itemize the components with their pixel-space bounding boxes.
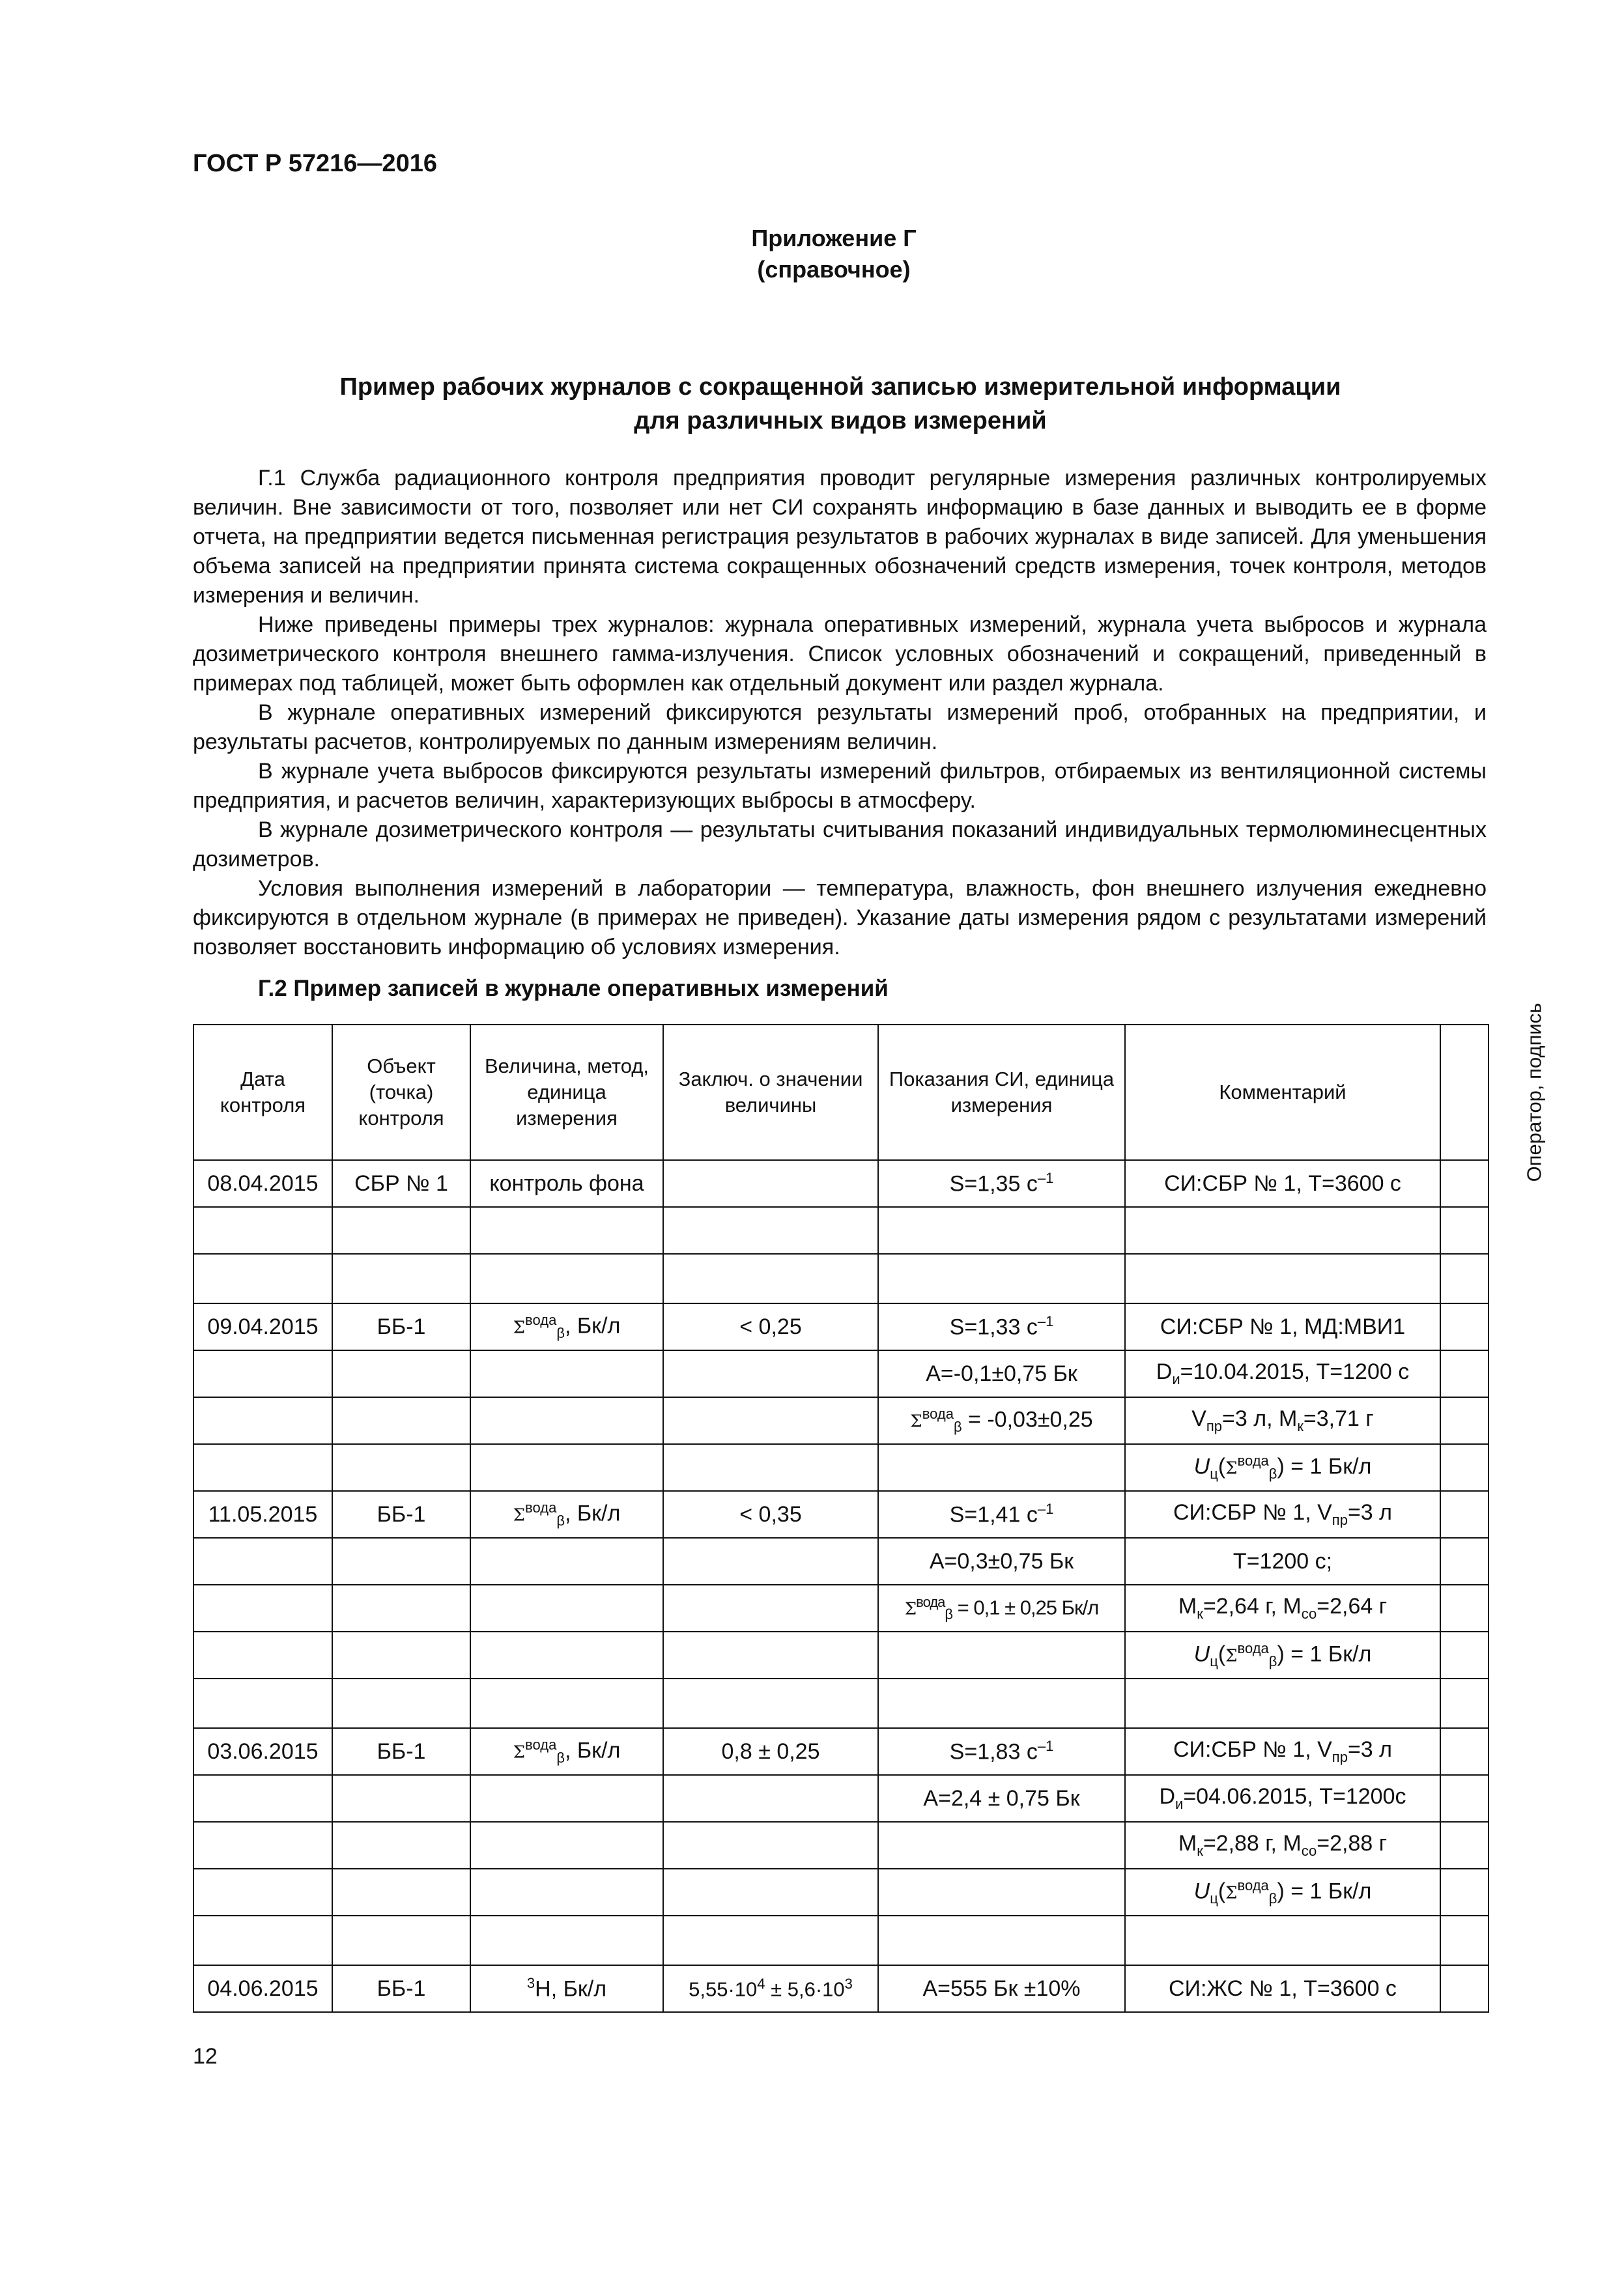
cell-comment: СИ:ЖС № 1, T=3600 с: [1125, 1965, 1440, 2012]
table-row: [193, 1303, 1489, 1350]
cell-readings: S=1,35 $с^{-1}$: [878, 1160, 1125, 1207]
table-header-row: [193, 1025, 1489, 1160]
col-header-operator: [1440, 1002, 1546, 1182]
cell-comment: $U_ц(\Sigma^{вода}_\beta) = 1$ Бк/л: [1125, 1869, 1440, 1916]
cell-readings: $\Sigma^{вода}_\beta = -0,03\pm 0,25$: [878, 1397, 1125, 1444]
cell-comment: СИ:СБР № 1, $V_{пр}=3$ л: [1125, 1491, 1440, 1538]
cell-comment: T=1200 с;: [1125, 1538, 1440, 1585]
col-header-readings: Показания СИ, единица измерения: [878, 1025, 1125, 1160]
cell-conclusion: $5,55\cdot 10^4 \pm 5,6\cdot 10^3$: [663, 1965, 878, 2012]
table-row: [193, 1491, 1489, 1538]
subsection-heading: Г.2 Пример записей в журнале оперативных измерений: [258, 976, 889, 1001]
cell-date: 11.05.2015: [193, 1491, 332, 1538]
table-row: [193, 1538, 1489, 1585]
table-row: [193, 1632, 1489, 1679]
table-row: [193, 1822, 1489, 1869]
cell-readings: A=-0,1±0,75 Бк: [878, 1350, 1125, 1397]
table-row: [193, 1160, 1489, 1207]
cell-readings: $\Sigma^{вода}_\beta = 0,1 \pm 0,25$ Бк/л: [878, 1585, 1125, 1632]
cell-readings: S=1,33 $с^{-1}$: [878, 1303, 1125, 1350]
cell-comment: $U_ц(\Sigma^{вода}_\beta) = 1$ Бк/л: [1125, 1632, 1440, 1679]
table-row: [193, 1254, 1489, 1303]
annex-title: Приложение Г: [751, 225, 917, 251]
col-header-object: Объект (точка) контроля: [332, 1025, 470, 1160]
col-header-comment: Комментарий: [1125, 1025, 1440, 1160]
cell-comment: $D_и=10.04.2015$, T=1200 с: [1125, 1350, 1440, 1397]
cell-operator: [1440, 1965, 1489, 2012]
cell-readings: A=555 Бк ±10%: [878, 1965, 1125, 2012]
cell-readings: S=1,41 $с^{-1}$: [878, 1491, 1125, 1538]
cell-object: ББ-1: [332, 1303, 470, 1350]
cell-conclusion: < 0,35: [663, 1491, 878, 1538]
cell-date: 04.06.2015: [193, 1965, 332, 2012]
table-row: [193, 1397, 1489, 1444]
paragraph: Ниже приведены примеры трех журналов: журнала оперативных измерений, журнала учета выбросов и журнала дозиметрического контроля внешнего гамма-излучения. Список условных обозначений и сокращений, приведенный в примерах под таблицей, может быть оформлен как отдельный документ или раздел журнала.: [193, 612, 1487, 696]
cell-quantity: контроль фона: [470, 1160, 663, 1207]
cell-operator: [1440, 1728, 1489, 1775]
paragraph: В журнале оперативных измерений фиксируются результаты измерений проб, отобранных на предприятии, и результаты расчетов, контролируемых по данным измерениям величин.: [193, 700, 1487, 754]
operator-label: Оператор, подпись: [1522, 1002, 1546, 1182]
cell-readings: A=0,3±0,75 Бк: [878, 1538, 1125, 1585]
paragraph: Г.1 Служба радиационного контроля предприятия проводит регулярные измерения различных контролируемых величин. Вне зависимости от того, позволяет или нет СИ сохранять информацию в базе данных и выводить ее в форме отчета, на предприятии ведется письменная регистрация результатов в рабочих журналах в виде записей. Для уменьшения объема записей на предприятии принята система сокращенных обозначений средств измерения, точек контроля, методов измерения и величин.: [193, 466, 1487, 608]
paragraph: В журнале дозиметрического контроля — результаты считывания показаний индивидуальных термолюминесцентных дозиметров.: [193, 817, 1487, 872]
cell-object: ББ-1: [332, 1491, 470, 1538]
cell-conclusion: 0,8 ± 0,25: [663, 1728, 878, 1775]
cell-object: ББ-1: [332, 1728, 470, 1775]
cell-comment: $U_ц(\Sigma^{вода}_\beta) = 1$ Бк/л: [1125, 1444, 1440, 1491]
cell-operator: [1440, 1160, 1489, 1207]
section-title-line1: Пример рабочих журналов с сокращенной записью измерительной информации: [339, 373, 1341, 401]
table-row: [193, 1965, 1489, 2012]
section-title: [195, 370, 1485, 438]
operational-journal-table: [193, 1002, 1546, 2013]
table-row: [193, 1585, 1489, 1632]
cell-conclusion: [663, 1160, 878, 1207]
cell-comment: СИ:СБР № 1, $V_{пр}=3$ л: [1125, 1728, 1440, 1775]
document-code: ГОСТ Р 57216—2016: [193, 150, 437, 177]
cell-comment: $M_к=2,88$ г, $M_{со}=2,88$ г: [1125, 1822, 1440, 1869]
cell-date: 09.04.2015: [193, 1303, 332, 1350]
table-row: [193, 1775, 1489, 1822]
cell-readings: A=2,4 ± 0,75 Бк: [878, 1775, 1125, 1822]
table-row: [193, 1728, 1489, 1775]
cell-quantity: $^3$H, Бк/л: [470, 1965, 663, 2012]
cell-quantity: $\Sigma^{вода}_\beta$, Бк/л: [470, 1303, 663, 1350]
col-header-conclusion: Заключ. о значении величины: [663, 1025, 878, 1160]
cell-readings: S=1,83 $с^{-1}$: [878, 1728, 1125, 1775]
cell-comment: СИ:СБР № 1, МД:МВИ1: [1125, 1303, 1440, 1350]
table-row: [193, 1444, 1489, 1491]
cell-comment: $V_{пр}=3$ л, $M_к=3,71$ г: [1125, 1397, 1440, 1444]
cell-quantity: $\Sigma^{вода}_\beta$, Бк/л: [470, 1491, 663, 1538]
paragraph: В журнале учета выбросов фиксируются результаты измерений фильтров, отбираемых из вентиляционной системы предприятия, и расчетов величин, характеризующих выбросы в атмосферу.: [193, 759, 1487, 813]
body-text: [193, 464, 1487, 962]
page-number: 12: [193, 2044, 218, 2069]
col-header-quantity: Величина, метод, единица измерения: [470, 1025, 663, 1160]
cell-comment: $M_к=2,64$ г, $M_{со}=2,64$ г: [1125, 1585, 1440, 1632]
cell-operator: [1440, 1491, 1489, 1538]
annex-status: (справочное): [757, 256, 911, 283]
annex-heading: [0, 223, 1616, 285]
table-row: [193, 1679, 1489, 1728]
paragraph: Условия выполнения измерений в лаборатории — температура, влажность, фон внешнего излучения ежедневно фиксируются в отдельном журнале (в примерах не приведен). Указание даты измерения рядом с результатами измерений позволяет восстановить информацию об условиях измерения.: [193, 876, 1487, 959]
table-row: [193, 1207, 1489, 1254]
cell-comment: СИ:СБР № 1, T=3600 с: [1125, 1160, 1440, 1207]
cell-object: СБР № 1: [332, 1160, 470, 1207]
table-row: [193, 1869, 1489, 1916]
cell-comment: $D_и=04.06.2015$, T=1200с: [1125, 1775, 1440, 1822]
table-row: [193, 1916, 1489, 1965]
cell-date: 08.04.2015: [193, 1160, 332, 1207]
cell-date: 03.06.2015: [193, 1728, 332, 1775]
cell-object: ББ-1: [332, 1965, 470, 2012]
section-title-line2: для различных видов измерений: [634, 407, 1047, 434]
cell-quantity: $\Sigma^{вода}_\beta$, Бк/л: [470, 1728, 663, 1775]
cell-operator: [1440, 1303, 1489, 1350]
cell-conclusion: < 0,25: [663, 1303, 878, 1350]
table-row: [193, 1350, 1489, 1397]
col-header-date: Дата контроля: [193, 1025, 332, 1160]
